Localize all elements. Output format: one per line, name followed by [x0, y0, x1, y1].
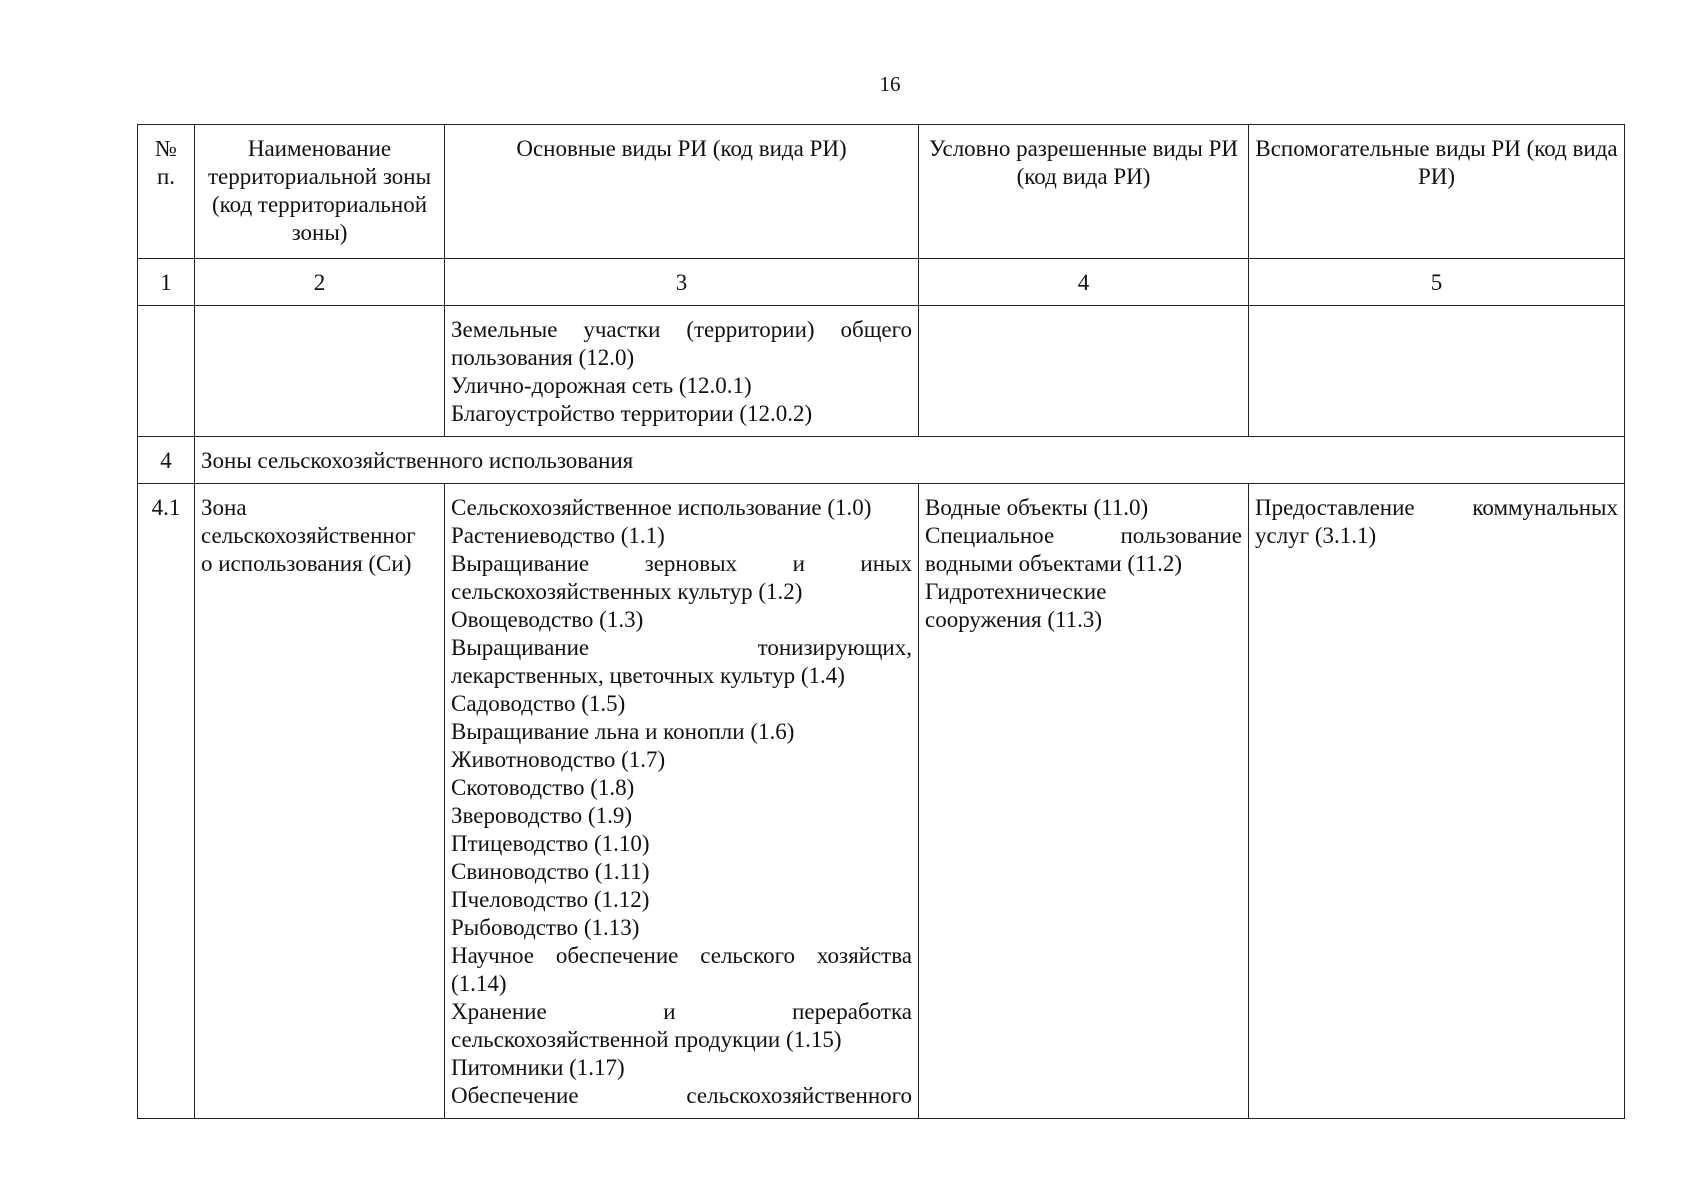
use-line: Предоставление коммунальных: [1255, 495, 1618, 520]
use-line: Выращивание тонизирующих,: [451, 635, 912, 660]
auxiliary-uses-cell: [1249, 306, 1625, 437]
conditional-uses-cell: [919, 306, 1249, 437]
section-title: Зоны сельскохозяйственного использования: [195, 437, 1625, 484]
header-auxiliary-uses: Вспомогательные виды РИ (код вида РИ): [1249, 125, 1625, 259]
use-line: Птицеводство (1.10): [451, 831, 650, 856]
use-line: Скотоводство (1.8): [451, 775, 635, 800]
use-line: Земельные участки (территории) общего: [451, 317, 912, 342]
section-row: [138, 437, 1625, 484]
use-line: Свиноводство (1.11): [451, 859, 650, 884]
row-number: 4.1: [138, 484, 195, 1119]
zone-name-line: сельскохозяйственног: [201, 523, 416, 548]
main-uses-cell: [445, 484, 919, 1119]
use-line: Гидротехнические: [925, 579, 1107, 604]
header-conditional-uses: Условно разрешенные виды РИ (код вида РИ): [919, 125, 1249, 259]
use-line: пользования (12.0): [451, 345, 635, 370]
zone-name-cell: [195, 484, 445, 1119]
conditional-uses-cell: [919, 484, 1249, 1119]
use-line: Улично-дорожная сеть (12.0.1): [451, 373, 752, 398]
use-line: сельскохозяйственных культур (1.2): [451, 579, 803, 604]
use-line: Обеспечение сельскохозяйственного: [451, 1083, 912, 1108]
main-uses-cell: [445, 306, 919, 437]
column-number: 3: [445, 259, 919, 306]
use-line: Рыбоводство (1.13): [451, 915, 640, 940]
header-zone-name: Наименование территориальной зоны (код территориальной зоны): [195, 125, 445, 259]
column-number: 2: [195, 259, 445, 306]
use-line: сельскохозяйственной продукции (1.15): [451, 1027, 842, 1052]
use-line: сооружения (11.3): [925, 607, 1103, 632]
table-row: [138, 484, 1625, 1119]
column-number: 1: [138, 259, 195, 306]
zone-name-line: Зона: [201, 495, 247, 520]
use-line: Водные объекты (11.0): [925, 495, 1149, 520]
table-header-row: [138, 125, 1625, 259]
use-line: Пчеловодство (1.12): [451, 887, 650, 912]
use-line: Растениеводство (1.1): [451, 523, 665, 548]
column-number: 5: [1249, 259, 1625, 306]
use-line: лекарственных, цветочных культур (1.4): [451, 663, 845, 688]
use-line: Выращивание зерновых и иных: [451, 551, 912, 576]
use-line: Овощеводство (1.3): [451, 607, 644, 632]
use-line: Хранение и переработка: [451, 999, 912, 1024]
use-line: Питомники (1.17): [451, 1055, 625, 1080]
section-number: 4: [138, 437, 195, 484]
use-line: Звероводство (1.9): [451, 803, 632, 828]
use-line: Благоустройство территории (12.0.2): [451, 401, 813, 426]
table-row: [138, 306, 1625, 437]
zone-name-cell: [195, 306, 445, 437]
zone-name-line: о использования (Си): [201, 551, 412, 576]
use-line: водными объектами (11.2): [925, 551, 1183, 576]
use-line: Садоводство (1.5): [451, 691, 626, 716]
use-line: Научное обеспечение сельского хозяйства: [451, 943, 912, 968]
auxiliary-uses-cell: [1249, 484, 1625, 1119]
use-line: Специальное пользование: [925, 523, 1242, 548]
land-use-table: [137, 124, 1625, 1119]
use-line: услуг (3.1.1): [1255, 523, 1377, 548]
use-line: Животноводство (1.7): [451, 747, 666, 772]
use-line: Сельскохозяйственное использование (1.0): [451, 495, 872, 520]
header-number: № п.: [138, 125, 195, 259]
column-number-row: [138, 259, 1625, 306]
use-line: (1.14): [451, 971, 507, 996]
page-number: 16: [879, 72, 901, 96]
column-number: 4: [919, 259, 1249, 306]
header-main-uses: Основные виды РИ (код вида РИ): [445, 125, 919, 259]
row-number-cell: [138, 306, 195, 437]
use-line: Выращивание льна и конопли (1.6): [451, 719, 795, 744]
